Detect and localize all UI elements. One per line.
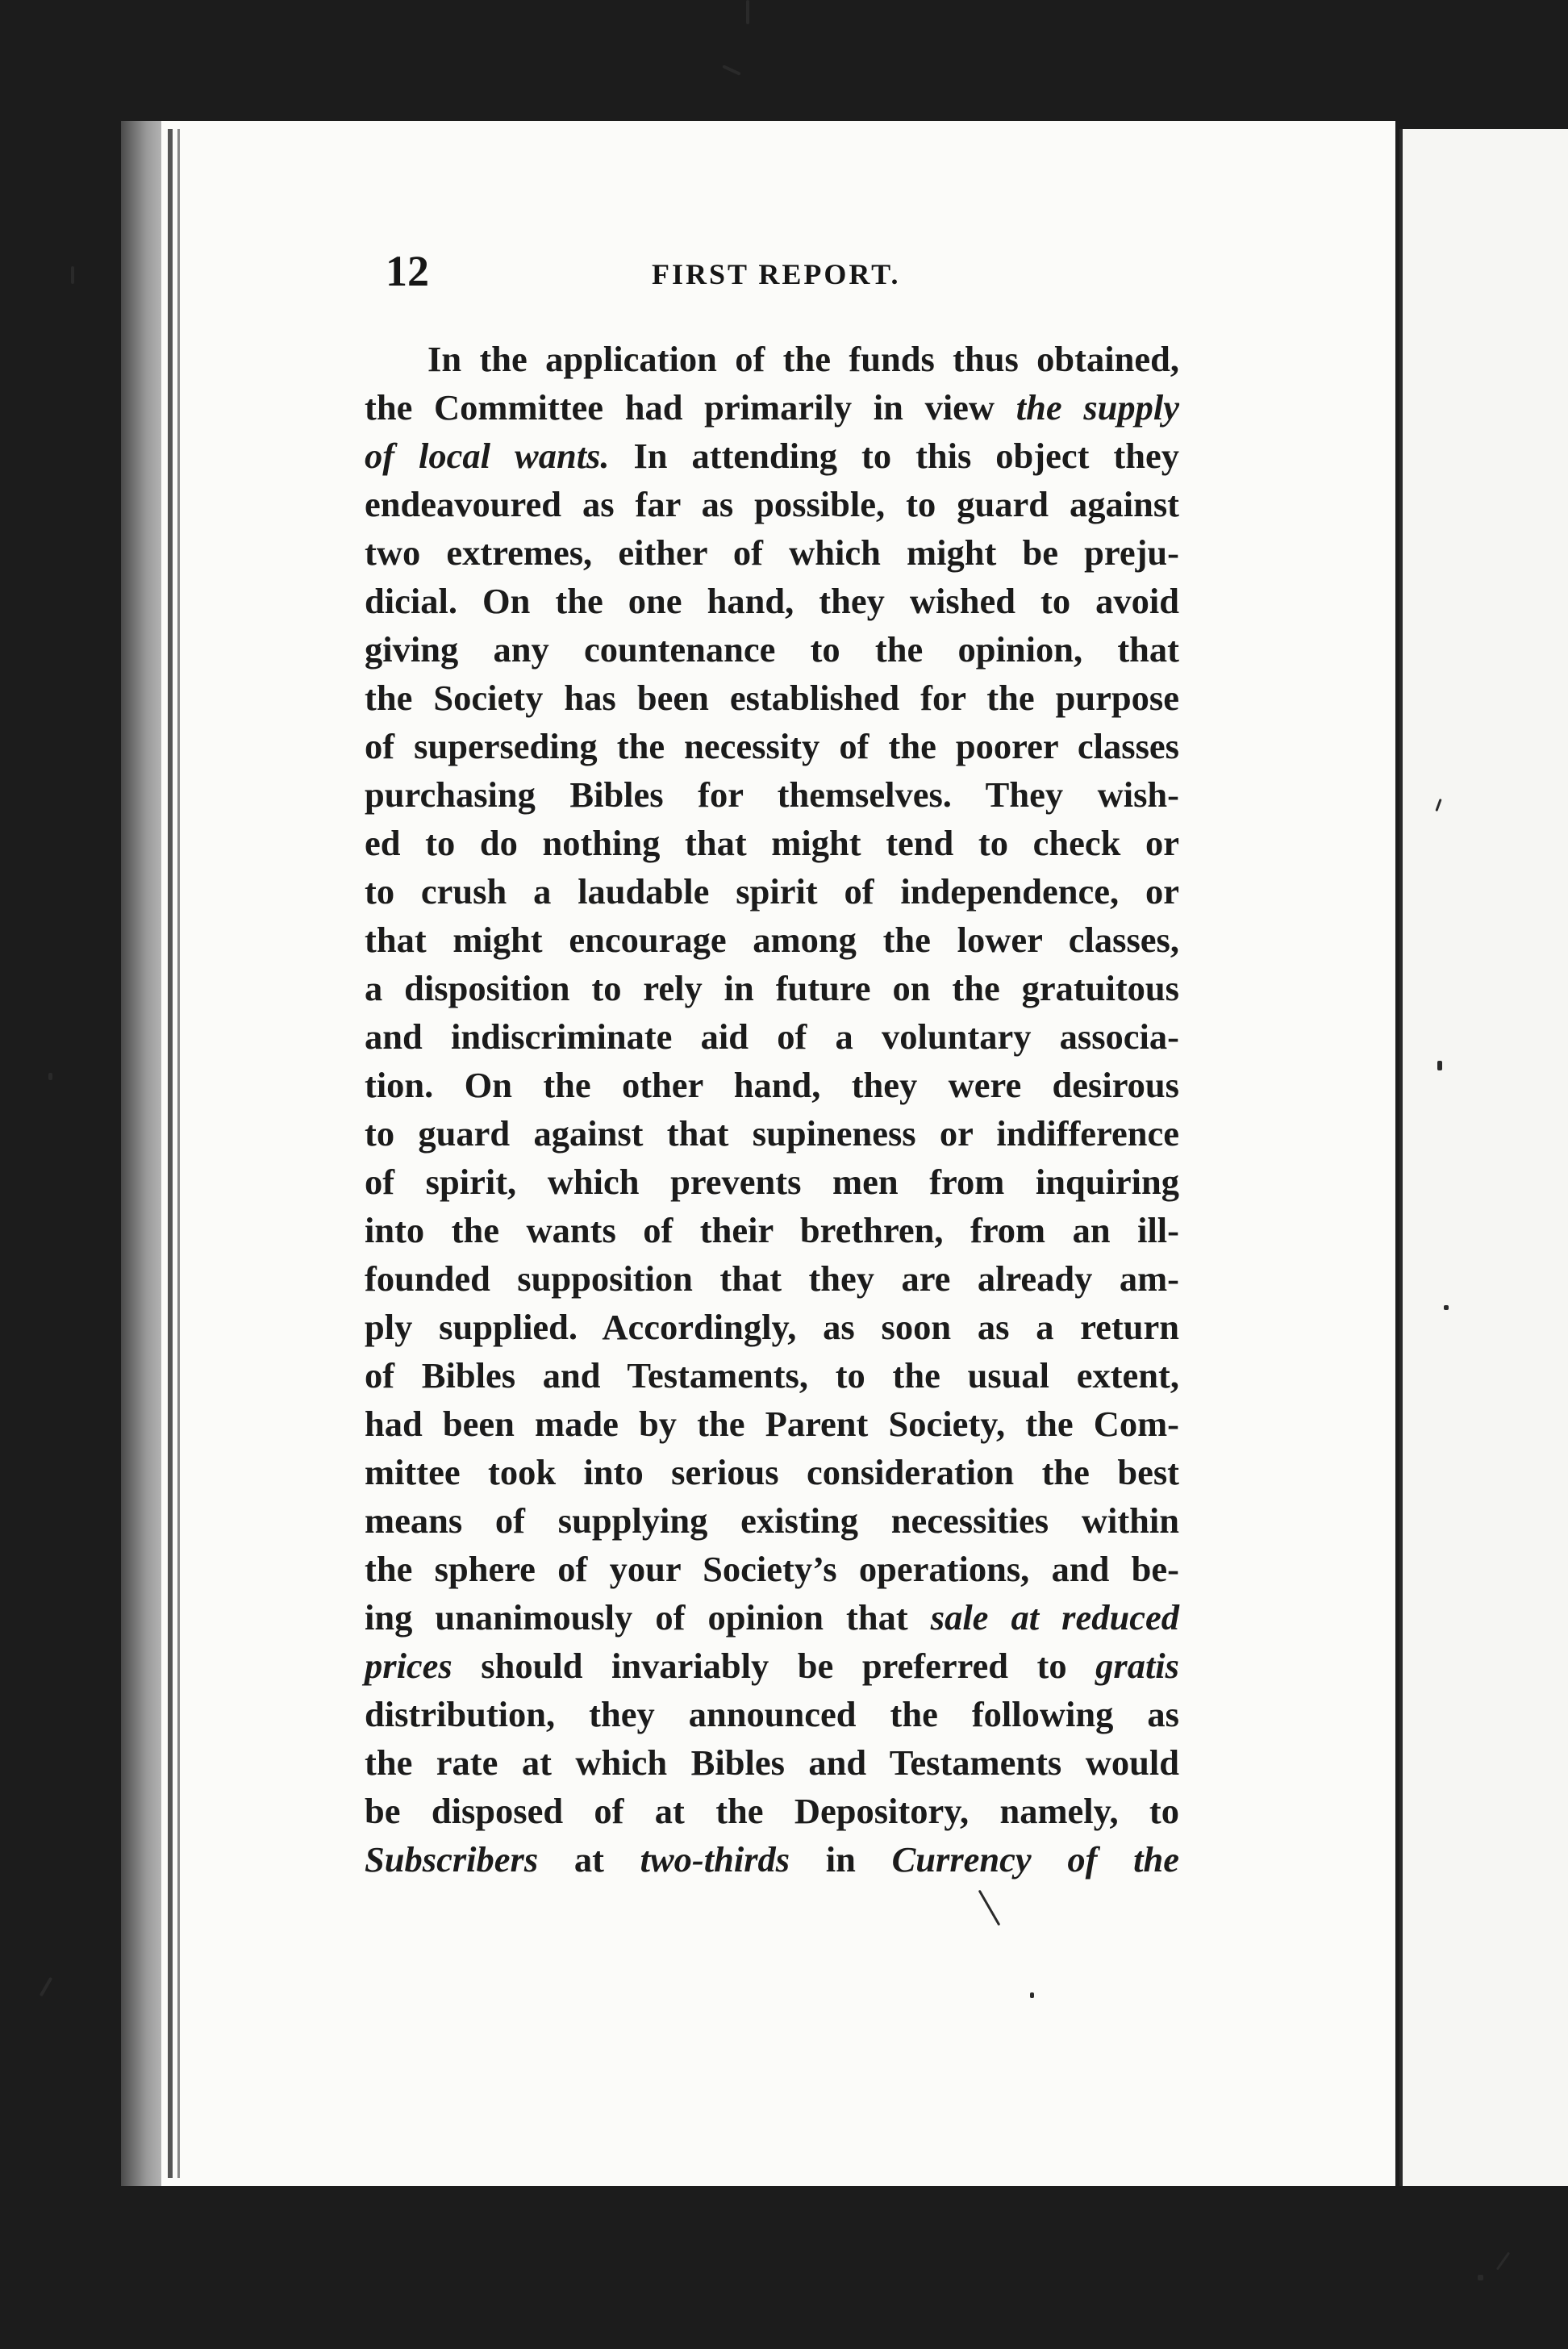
- text-line: [365, 432, 1179, 480]
- text-run: In attending to this object they: [609, 436, 1179, 476]
- text-run: should invariably be preferred to: [452, 1646, 1096, 1686]
- text-line: [365, 1303, 1179, 1351]
- text-run: into the wants of their brethren, from an ill-: [365, 1210, 1179, 1250]
- text-line: [365, 916, 1179, 964]
- scan-speck: [1478, 2275, 1483, 2280]
- page-header: [386, 246, 918, 302]
- italic-phrase: Subscribers: [365, 1839, 539, 1880]
- text-line: [365, 1351, 1179, 1400]
- text-run: tion. On the other hand, they were desirous: [365, 1065, 1179, 1105]
- text-line: [365, 867, 1179, 916]
- italic-phrase: gratis: [1095, 1646, 1179, 1686]
- text-run: ing unanimously of opinion that: [365, 1597, 931, 1638]
- text-run: to crush a laudable spirit of independence, or: [365, 871, 1179, 912]
- text-line: [365, 1787, 1179, 1835]
- italic-phrase: two-thirds: [640, 1839, 790, 1880]
- text-run: ed to do nothing that might tend to check or: [365, 823, 1179, 863]
- page-number: 12: [386, 247, 429, 295]
- text-run: of superseding the necessity of the poorer classes: [365, 726, 1179, 766]
- scan-speck: [746, 0, 749, 24]
- facing-page-edge: [1399, 129, 1568, 2186]
- italic-phrase: Currency of the: [891, 1839, 1179, 1880]
- text-run: the sphere of your Society’s operations, and be-: [365, 1549, 1179, 1589]
- scan-speck: [40, 1977, 52, 1997]
- text-line: [365, 335, 1179, 383]
- text-run: and indiscriminate aid of a voluntary associa-: [365, 1016, 1179, 1057]
- text-line: [365, 1158, 1179, 1206]
- text-line: [365, 480, 1179, 528]
- text-line: [365, 1254, 1179, 1303]
- text-run: ply supplied. Accordingly, as soon as a return: [365, 1307, 1179, 1347]
- text-run: in: [790, 1839, 892, 1880]
- text-run: means of supplying existing necessities within: [365, 1500, 1179, 1541]
- scan-speck: [1030, 1992, 1034, 1998]
- text-line: [365, 1835, 1179, 1884]
- text-line: [365, 819, 1179, 867]
- text-line: [365, 528, 1179, 577]
- text-line: [365, 1496, 1179, 1545]
- scan-speck: [1496, 2251, 1510, 2270]
- text-run: at: [538, 1839, 640, 1880]
- scan-speck: [1437, 1061, 1442, 1070]
- text-run: mittee took into serious consideration the best: [365, 1452, 1179, 1492]
- text-run: that might encourage among the lower classes,: [365, 920, 1179, 960]
- text-run: of spirit, which prevents men from inquiring: [365, 1162, 1179, 1202]
- text-run: the Committee had primarily in view: [365, 387, 1016, 428]
- scan-speck: [722, 65, 740, 76]
- text-line: [365, 383, 1179, 432]
- text-line: [365, 674, 1179, 722]
- italic-phrase: of local wants.: [365, 436, 610, 476]
- text-line: [365, 625, 1179, 674]
- text-line: [365, 1738, 1179, 1787]
- italic-phrase: prices: [365, 1646, 452, 1686]
- text-run: endeavoured as far as possible, to guard against: [365, 484, 1179, 524]
- body-paragraph: [365, 335, 1179, 1884]
- scan-speck: [48, 1073, 52, 1080]
- text-line: [365, 1400, 1179, 1448]
- text-run: the rate at which Bibles and Testaments would: [365, 1742, 1179, 1783]
- text-line: [365, 1690, 1179, 1738]
- text-line: [365, 577, 1179, 625]
- text-run: the Society has been established for the purpose: [365, 678, 1179, 718]
- text-line: [365, 722, 1179, 770]
- text-line: [365, 1642, 1179, 1690]
- scan-speck: [71, 266, 74, 284]
- text-line: [365, 1206, 1179, 1254]
- text-run: founded supposition that they are already am-: [365, 1258, 1179, 1299]
- text-run: two extremes, either of which might be preju-: [365, 532, 1179, 573]
- gutter-line-inner: [177, 129, 180, 2178]
- italic-phrase: sale at reduced: [930, 1597, 1179, 1638]
- text-run: In the application of the funds thus obtained,: [427, 339, 1179, 379]
- scan-speck: [1444, 1305, 1449, 1310]
- text-run: be disposed of at the Depository, namely, to: [365, 1791, 1179, 1831]
- text-run: a disposition to rely in future on the gratuitous: [365, 968, 1179, 1008]
- text-run: had been made by the Parent Society, the Com-: [365, 1404, 1179, 1444]
- text-run: giving any countenance to the opinion, that: [365, 629, 1179, 670]
- text-run: purchasing Bibles for themselves. They wish-: [365, 774, 1179, 815]
- text-line: [365, 1109, 1179, 1158]
- text-run: of Bibles and Testaments, to the usual extent,: [365, 1355, 1179, 1396]
- running-title: FIRST REPORT.: [652, 258, 901, 290]
- gutter-line: [168, 129, 173, 2178]
- italic-phrase: the supply: [1015, 387, 1180, 428]
- text-run: to guard against that supineness or indifference: [365, 1113, 1179, 1154]
- text-line: [365, 964, 1179, 1012]
- text-line: [365, 1545, 1179, 1593]
- text-run: distribution, they announced the following as: [365, 1694, 1179, 1734]
- text-line: [365, 770, 1179, 819]
- text-line: [365, 1593, 1179, 1642]
- text-line: [365, 1448, 1179, 1496]
- text-run: dicial. On the one hand, they wished to avoid: [365, 581, 1179, 621]
- text-line: [365, 1012, 1179, 1061]
- text-line: [365, 1061, 1179, 1109]
